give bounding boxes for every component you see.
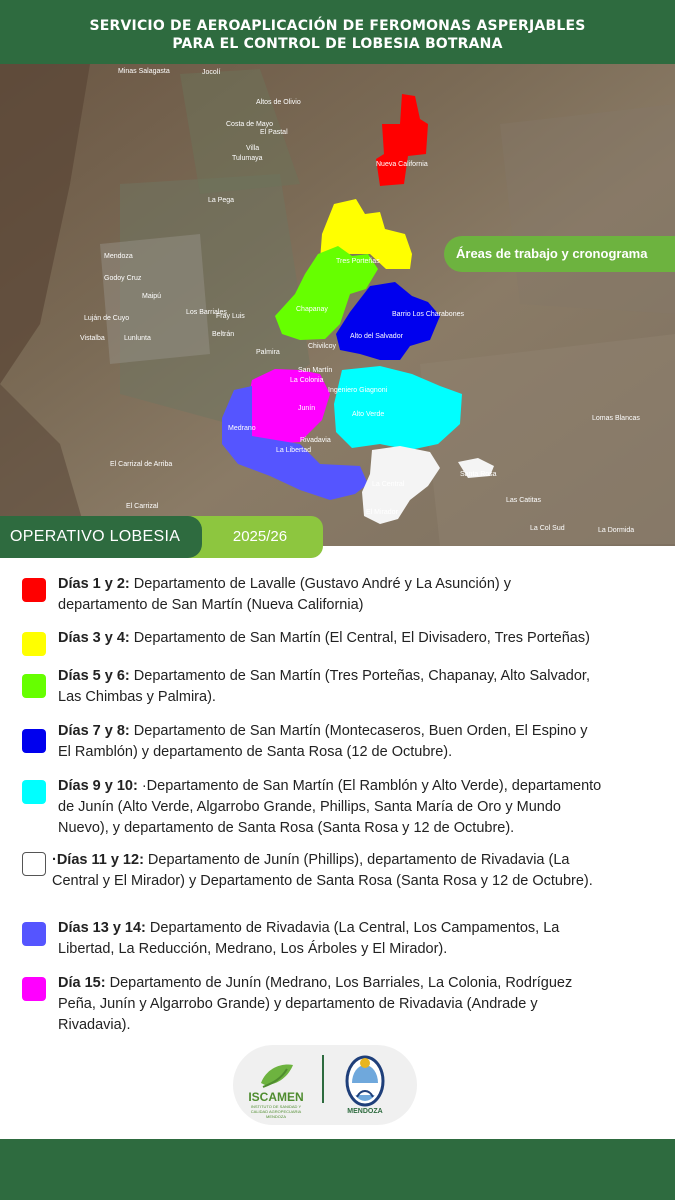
map-label: Fray Luis (216, 313, 245, 320)
map-label: Junín (298, 405, 316, 412)
iscamen-logo-text: ISCAMEN (248, 1090, 304, 1104)
map-label: La Central (372, 481, 405, 488)
legend-line: Central y El Mirador) y Departamento de Santa Rosa (Santa Rosa y 12 de Octubre). (52, 873, 593, 889)
legend-text (58, 776, 658, 839)
legend-line: ·Departamento de San Martín (El Ramblón y Alto Verde), departamento (137, 778, 602, 794)
map-label: La Pega (208, 197, 235, 204)
logos-container (233, 1045, 417, 1125)
color-swatch (22, 674, 46, 698)
footer-bar (0, 1139, 675, 1200)
legend-text (52, 850, 652, 892)
map-label: La Colonia (290, 377, 324, 384)
header-title-line2: PARA EL CONTROL DE LOBESIA BOTRANA (172, 36, 503, 52)
map-label: Tres Porteñas (336, 258, 380, 265)
map-label: Minas Salagasta (118, 68, 170, 75)
legend-text (58, 721, 658, 763)
map-label: El Pastal (260, 129, 288, 136)
legend-line: departamento de San Martín (Nueva California) (58, 597, 364, 613)
legend-days: Días 5 y 6: (58, 668, 130, 684)
legend-days: Días 3 y 4: (58, 630, 130, 646)
color-swatch (22, 729, 46, 753)
map-label: Alto del Salvador (350, 333, 403, 340)
legend-days: Días 13 y 14: (58, 920, 146, 936)
map-label: Mendoza (104, 253, 133, 260)
legend-line: Departamento de Lavalle (Gustavo André y La Asunción) y (129, 576, 511, 592)
legend-line: Departamento de Rivadavia (La Central, Los Campamentos, La (145, 920, 560, 936)
areas-label-tab: Áreas de trabajo y cronograma (444, 236, 675, 272)
map-label: Palmira (256, 349, 280, 356)
legend-line: Departamento de Junín (Medrano, Los Barriales, La Colonia, Rodríguez (105, 975, 573, 991)
operativo-season: 2025/26 (232, 528, 288, 545)
map-label: Vistalba (80, 335, 105, 342)
map-label: El Carrizal (126, 503, 159, 510)
color-swatch (22, 852, 46, 876)
header-banner (0, 0, 675, 64)
mendoza-logo-text: MENDOZA (347, 1108, 383, 1115)
map-label: Maipú (142, 293, 162, 300)
legend-line: de Junín (Alto Verde, Algarrobo Grande, Phillips, Santa María de Oro y Mundo (58, 799, 561, 815)
map-label: Barrio Los Charabones (392, 311, 464, 318)
map-label: La Col Sud (530, 525, 565, 532)
legend-line: Departamento de San Martín (Tres Porteñas, Chapanay, Alto Salvador, (129, 668, 590, 684)
map-label: Santa Rosa (460, 471, 497, 478)
legend-line: Departamento de San Martín (Montecaseros, Buen Orden, El Espino y (129, 723, 588, 739)
mendoza-shield-icon (343, 1053, 387, 1109)
map-label: Los Barriales (186, 309, 227, 316)
legend-days: Días 9 y 10: (58, 778, 138, 794)
legend-text (58, 918, 658, 960)
legend-line: Departamento de San Martín (El Central, El Divisadero, Tres Porteñas) (129, 630, 590, 646)
map-label: El Carrizal de Arriba (110, 461, 173, 468)
header-title-line1: SERVICIO DE AEROAPLICACIÓN DE FEROMONAS ASPERJABLES (89, 18, 586, 34)
map-label: Chapanay (296, 306, 328, 313)
map-label: Luján de Cuyo (84, 315, 130, 322)
legend-days: Días 1 y 2: (58, 576, 130, 592)
map-label: Rivadavia (300, 437, 331, 444)
legend-line: Nuevo), y departamento de Santa Rosa (Santa Rosa y 12 de Octubre). (58, 820, 515, 836)
color-swatch (22, 780, 46, 804)
iscamen-subtitle: INSTITUTO DE SANIDAD Y CALIDAD AGROPECUARIA MENDOZA (250, 1104, 302, 1119)
map-label: Altos de Olivio (256, 99, 301, 106)
legend-line: Rivadavia). (58, 1017, 131, 1033)
legend-line: Departamento de Junín (Phillips), departamento de Rivadavia (La (143, 852, 570, 868)
legend-text (58, 666, 658, 708)
map-label: El Mirador (366, 509, 398, 516)
color-swatch (22, 578, 46, 602)
map-label: Jocolí (202, 69, 221, 76)
logo-divider (322, 1055, 324, 1103)
color-swatch (22, 922, 46, 946)
map-label: Lomas Blancas (592, 415, 640, 422)
map-label: San Martín (298, 367, 333, 374)
map-label: Tulumaya (232, 155, 263, 162)
map-label: Nueva California (376, 161, 428, 168)
map-label: Costa de Mayo (226, 121, 274, 128)
legend-line: Las Chimbas y Palmira). (58, 689, 216, 705)
map-label: Las Catitas (506, 497, 542, 504)
map-label: Alto Verde (352, 411, 385, 418)
satellite-map (0, 64, 675, 546)
legend-line: Libertad, La Reducción, Medrano, Los Árboles y El Mirador). (58, 941, 448, 957)
map-label: Beltrán (212, 331, 235, 338)
legend-line: El Ramblón) y departamento de Santa Rosa (12 de Octubre). (58, 744, 453, 760)
legend-line: Peña, Junín y Algarrobo Grande) y departamento de Rivadavia (Andrade y (58, 996, 538, 1012)
legend-text (58, 973, 658, 1036)
map-label: La Libertad (276, 447, 312, 454)
legend-text (58, 574, 658, 616)
map-label: Godoy Cruz (104, 275, 142, 282)
legend-text (58, 628, 658, 649)
legend-days: ·Días 11 y 12: (52, 852, 144, 868)
map-label: La Dormida (598, 527, 635, 534)
map-label: Chivilcoy (308, 343, 337, 350)
operativo-label: OPERATIVO LOBESIA (0, 516, 202, 558)
map-label: Lunlunta (124, 335, 151, 342)
color-swatch (22, 632, 46, 656)
iscamen-leaf-icon (257, 1061, 297, 1093)
map-label: Medrano (228, 425, 256, 432)
map-label: Villa (246, 145, 260, 152)
legend-days: Días 7 y 8: (58, 723, 130, 739)
map-label: Ingeniero Giagnoni (328, 387, 388, 394)
legend-days: Día 15: (58, 975, 106, 991)
color-swatch (22, 977, 46, 1001)
operativo-banner (0, 516, 323, 558)
